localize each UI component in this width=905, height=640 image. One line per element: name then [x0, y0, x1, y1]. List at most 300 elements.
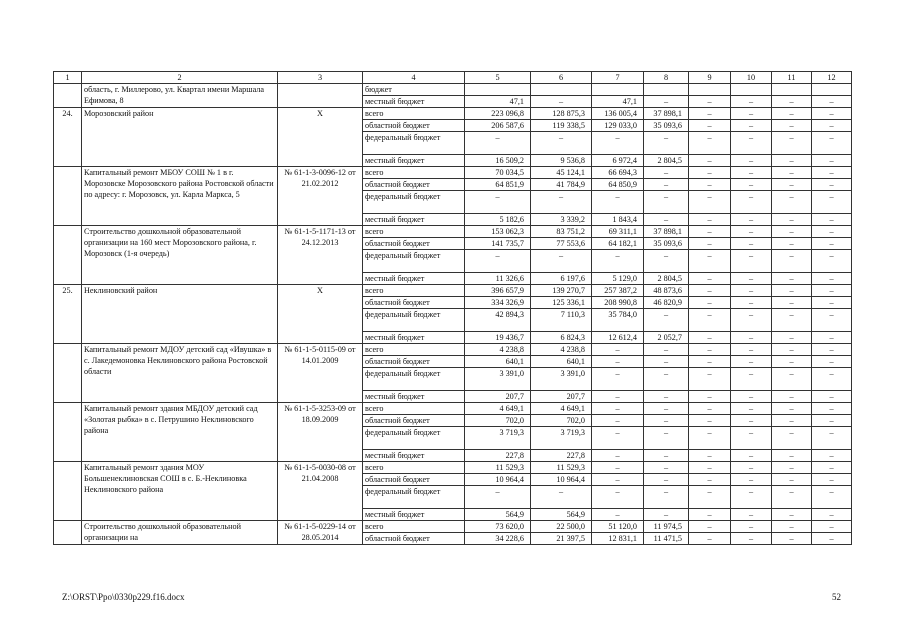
column-header: 9: [689, 72, 731, 84]
amount-cell: –: [465, 191, 531, 214]
object-code: X: [278, 108, 363, 167]
table-row: [54, 226, 852, 238]
funding-source: федеральный бюджет: [363, 191, 465, 214]
funding-source: местный бюджет: [363, 96, 465, 108]
amount-cell: –: [772, 344, 812, 356]
funding-source: областной бюджет: [363, 415, 465, 427]
object-code: № 61-1-5-1171-13 от 24.12.2013: [278, 226, 363, 285]
amount-cell: –: [731, 391, 772, 403]
row-number: [54, 226, 82, 285]
amount-cell: –: [689, 486, 731, 509]
amount-cell: –: [592, 344, 644, 356]
amount-cell: –: [465, 250, 531, 273]
object-name: область, г. Миллерово, ул. Квартал имени Маршала Ефимова, 8: [82, 84, 278, 108]
amount-cell: 77 553,6: [531, 238, 592, 250]
object-code: № 61-1-3-0096-12 от 21.02.2012: [278, 167, 363, 226]
amount-cell: –: [812, 167, 852, 179]
amount-cell: –: [689, 474, 731, 486]
amount-cell: –: [531, 132, 592, 155]
amount-cell: 1 843,4: [592, 214, 644, 226]
amount-cell: –: [812, 486, 852, 509]
amount-cell: –: [772, 273, 812, 285]
amount-cell: –: [812, 344, 852, 356]
funding-source: местный бюджет: [363, 332, 465, 344]
amount-cell: 2 052,7: [644, 332, 689, 344]
amount-cell: 35 093,6: [644, 238, 689, 250]
funding-source: федеральный бюджет: [363, 309, 465, 332]
amount-cell: –: [812, 450, 852, 462]
amount-cell: 37 898,1: [644, 226, 689, 238]
amount-cell: 4 238,8: [531, 344, 592, 356]
amount-cell: –: [689, 509, 731, 521]
table-row: [54, 167, 852, 179]
funding-source: всего: [363, 521, 465, 533]
amount-cell: –: [689, 344, 731, 356]
amount-cell: –: [812, 155, 852, 167]
amount-cell: –: [689, 391, 731, 403]
column-header: 3: [278, 72, 363, 84]
funding-source: всего: [363, 462, 465, 474]
amount-cell: –: [592, 403, 644, 415]
amount-cell: 227,8: [531, 450, 592, 462]
amount-cell: –: [644, 509, 689, 521]
amount-cell: 64 850,9: [592, 179, 644, 191]
amount-cell: 6 824,3: [531, 332, 592, 344]
amount-cell: 19 436,7: [465, 332, 531, 344]
amount-cell: 46 820,9: [644, 297, 689, 309]
amount-cell: –: [772, 238, 812, 250]
amount-cell: –: [772, 179, 812, 191]
amount-cell: –: [812, 108, 852, 120]
amount-cell: –: [592, 250, 644, 273]
amount-cell: –: [731, 344, 772, 356]
amount-cell: –: [731, 214, 772, 226]
funding-source: всего: [363, 108, 465, 120]
amount-cell: 702,0: [531, 415, 592, 427]
amount-cell: –: [731, 462, 772, 474]
funding-source: местный бюджет: [363, 155, 465, 167]
table-row: [54, 403, 852, 415]
amount-cell: 702,0: [465, 415, 531, 427]
funding-source: областной бюджет: [363, 297, 465, 309]
row-number: [54, 462, 82, 521]
amount-cell: –: [644, 415, 689, 427]
amount-cell: 10 964,4: [465, 474, 531, 486]
funding-source: всего: [363, 285, 465, 297]
column-header: 4: [363, 72, 465, 84]
amount-cell: –: [644, 214, 689, 226]
column-header: 6: [531, 72, 592, 84]
object-name: Строительство дошкольной образовательной организации на: [82, 521, 278, 545]
amount-cell: –: [531, 191, 592, 214]
amount-cell: –: [772, 415, 812, 427]
amount-cell: –: [731, 120, 772, 132]
funding-source: областной бюджет: [363, 356, 465, 368]
amount-cell: –: [812, 309, 852, 332]
amount-cell: 83 751,2: [531, 226, 592, 238]
object-name: Морозовский район: [82, 108, 278, 167]
amount-cell: 47,1: [592, 96, 644, 108]
amount-cell: 208 990,8: [592, 297, 644, 309]
column-header: 12: [812, 72, 852, 84]
funding-source: областной бюджет: [363, 120, 465, 132]
amount-cell: 564,9: [465, 509, 531, 521]
amount-cell: –: [689, 214, 731, 226]
amount-cell: –: [772, 250, 812, 273]
amount-cell: –: [812, 226, 852, 238]
amount-cell: 640,1: [531, 356, 592, 368]
row-number: [54, 84, 82, 108]
amount-cell: –: [812, 462, 852, 474]
amount-cell: –: [644, 344, 689, 356]
object-code: X: [278, 285, 363, 344]
amount-cell: –: [689, 415, 731, 427]
amount-cell: –: [812, 179, 852, 191]
amount-cell: –: [644, 450, 689, 462]
amount-cell: [592, 84, 644, 96]
amount-cell: –: [689, 368, 731, 391]
column-header: 2: [82, 72, 278, 84]
amount-cell: 3 719,3: [465, 427, 531, 450]
amount-cell: –: [731, 108, 772, 120]
amount-cell: 11 974,5: [644, 521, 689, 533]
amount-cell: –: [644, 356, 689, 368]
amount-cell: 9 536,8: [531, 155, 592, 167]
amount-cell: –: [644, 167, 689, 179]
amount-cell: 141 735,7: [465, 238, 531, 250]
amount-cell: 35 784,0: [592, 309, 644, 332]
amount-cell: [531, 84, 592, 96]
amount-cell: 11 529,3: [465, 462, 531, 474]
amount-cell: 4 649,1: [465, 403, 531, 415]
amount-cell: –: [731, 368, 772, 391]
amount-cell: –: [689, 108, 731, 120]
amount-cell: –: [772, 167, 812, 179]
budget-table: [53, 71, 852, 545]
amount-cell: –: [812, 403, 852, 415]
amount-cell: –: [812, 273, 852, 285]
amount-cell: 34 228,6: [465, 533, 531, 545]
amount-cell: –: [731, 297, 772, 309]
amount-cell: 4 238,8: [465, 344, 531, 356]
amount-cell: –: [772, 285, 812, 297]
amount-cell: –: [731, 427, 772, 450]
amount-cell: –: [772, 474, 812, 486]
amount-cell: –: [689, 403, 731, 415]
amount-cell: 11 529,3: [531, 462, 592, 474]
amount-cell: –: [731, 238, 772, 250]
amount-cell: –: [772, 533, 812, 545]
amount-cell: –: [772, 450, 812, 462]
amount-cell: –: [592, 391, 644, 403]
amount-cell: –: [689, 238, 731, 250]
amount-cell: 3 391,0: [465, 368, 531, 391]
table-row: [54, 344, 852, 356]
amount-cell: –: [772, 486, 812, 509]
amount-cell: –: [812, 415, 852, 427]
amount-cell: 7 110,3: [531, 309, 592, 332]
amount-cell: 206 587,6: [465, 120, 531, 132]
amount-cell: –: [592, 415, 644, 427]
object-name: Капитальный ремонт МДОУ детский сад «Ивушка» в с. Лакедемоновка Неклиновского района Ростовской области: [82, 344, 278, 403]
amount-cell: –: [731, 533, 772, 545]
amount-cell: –: [731, 474, 772, 486]
amount-cell: –: [731, 415, 772, 427]
row-number: [54, 521, 82, 545]
amount-cell: –: [644, 191, 689, 214]
amount-cell: –: [812, 238, 852, 250]
amount-cell: –: [689, 179, 731, 191]
header-row: [54, 72, 852, 84]
amount-cell: 128 875,3: [531, 108, 592, 120]
amount-cell: –: [772, 427, 812, 450]
amount-cell: 69 311,1: [592, 226, 644, 238]
amount-cell: 45 124,1: [531, 167, 592, 179]
amount-cell: –: [812, 391, 852, 403]
amount-cell: –: [731, 356, 772, 368]
amount-cell: –: [531, 96, 592, 108]
amount-cell: –: [592, 191, 644, 214]
amount-cell: 11 326,6: [465, 273, 531, 285]
amount-cell: –: [689, 356, 731, 368]
amount-cell: –: [812, 509, 852, 521]
amount-cell: 4 649,1: [531, 403, 592, 415]
amount-cell: –: [644, 96, 689, 108]
amount-cell: 129 033,0: [592, 120, 644, 132]
amount-cell: –: [772, 297, 812, 309]
amount-cell: –: [731, 191, 772, 214]
amount-cell: [812, 84, 852, 96]
amount-cell: –: [731, 450, 772, 462]
amount-cell: –: [812, 297, 852, 309]
amount-cell: –: [772, 96, 812, 108]
footer-page-number: 52: [832, 592, 841, 602]
funding-source: федеральный бюджет: [363, 132, 465, 155]
amount-cell: –: [772, 191, 812, 214]
amount-cell: –: [465, 486, 531, 509]
funding-source: федеральный бюджет: [363, 368, 465, 391]
row-number: 24.: [54, 108, 82, 167]
amount-cell: 207,7: [531, 391, 592, 403]
object-name: Капитальный ремонт здания МОУ Большенеклиновская СОШ в с. Б.-Неклиновка Неклиновского района: [82, 462, 278, 521]
amount-cell: –: [812, 96, 852, 108]
amount-cell: –: [812, 214, 852, 226]
amount-cell: 35 093,6: [644, 120, 689, 132]
amount-cell: –: [772, 108, 812, 120]
amount-cell: –: [772, 462, 812, 474]
amount-cell: –: [531, 486, 592, 509]
funding-source: областной бюджет: [363, 474, 465, 486]
amount-cell: –: [689, 167, 731, 179]
amount-cell: 227,8: [465, 450, 531, 462]
funding-source: местный бюджет: [363, 509, 465, 521]
amount-cell: –: [812, 285, 852, 297]
amount-cell: –: [772, 356, 812, 368]
amount-cell: 22 500,0: [531, 521, 592, 533]
funding-source: местный бюджет: [363, 391, 465, 403]
amount-cell: –: [772, 403, 812, 415]
funding-source: местный бюджет: [363, 273, 465, 285]
amount-cell: –: [812, 368, 852, 391]
funding-source: областной бюджет: [363, 179, 465, 191]
amount-cell: –: [592, 462, 644, 474]
object-name: Строительство дошкольной образовательной организации на 160 мест Морозовского района, г. Морозовск (1-я очередь): [82, 226, 278, 285]
column-header: 5: [465, 72, 531, 84]
row-number: [54, 167, 82, 226]
funding-source: всего: [363, 226, 465, 238]
amount-cell: 334 326,9: [465, 297, 531, 309]
amount-cell: 396 657,9: [465, 285, 531, 297]
amount-cell: –: [731, 309, 772, 332]
amount-cell: 119 338,5: [531, 120, 592, 132]
amount-cell: 64 182,1: [592, 238, 644, 250]
amount-cell: –: [592, 450, 644, 462]
funding-source: федеральный бюджет: [363, 486, 465, 509]
table-row: [54, 84, 852, 96]
amount-cell: –: [772, 368, 812, 391]
amount-cell: [689, 84, 731, 96]
amount-cell: –: [689, 191, 731, 214]
amount-cell: –: [689, 427, 731, 450]
amount-cell: –: [689, 226, 731, 238]
column-header: 10: [731, 72, 772, 84]
column-header: 11: [772, 72, 812, 84]
amount-cell: 64 851,9: [465, 179, 531, 191]
amount-cell: –: [644, 179, 689, 191]
amount-cell: 2 804,5: [644, 155, 689, 167]
amount-cell: –: [731, 96, 772, 108]
table-row: [54, 462, 852, 474]
amount-cell: –: [644, 462, 689, 474]
column-header: 1: [54, 72, 82, 84]
amount-cell: [731, 84, 772, 96]
amount-cell: 37 898,1: [644, 108, 689, 120]
amount-cell: –: [689, 96, 731, 108]
table-row: [54, 108, 852, 120]
amount-cell: 5 129,0: [592, 273, 644, 285]
amount-cell: –: [812, 120, 852, 132]
footer-file-path: Z:\ORST\Ppo\0330p229.f16.docx: [62, 592, 185, 602]
amount-cell: [772, 84, 812, 96]
amount-cell: –: [772, 332, 812, 344]
amount-cell: –: [812, 191, 852, 214]
amount-cell: –: [644, 132, 689, 155]
amount-cell: –: [689, 450, 731, 462]
amount-cell: –: [772, 132, 812, 155]
amount-cell: –: [689, 155, 731, 167]
amount-cell: 640,1: [465, 356, 531, 368]
amount-cell: –: [689, 250, 731, 273]
funding-source: местный бюджет: [363, 214, 465, 226]
object-code: № 61-1-5-0030-08 от 21.04.2008: [278, 462, 363, 521]
funding-source: всего: [363, 403, 465, 415]
amount-cell: –: [644, 486, 689, 509]
amount-cell: –: [689, 273, 731, 285]
amount-cell: 257 387,2: [592, 285, 644, 297]
object-name: Капитальный ремонт МБОУ СОШ № 1 в г. Морозовске Морозовского района Ростовской области по адресу: г. Морозовск, ул. Карла Маркса, 5: [82, 167, 278, 226]
amount-cell: 223 096,8: [465, 108, 531, 120]
amount-cell: –: [812, 356, 852, 368]
amount-cell: 16 509,2: [465, 155, 531, 167]
amount-cell: 11 471,5: [644, 533, 689, 545]
amount-cell: [465, 84, 531, 96]
amount-cell: –: [592, 132, 644, 155]
amount-cell: –: [644, 368, 689, 391]
amount-cell: –: [731, 403, 772, 415]
object-name: Неклиновский район: [82, 285, 278, 344]
amount-cell: [644, 84, 689, 96]
amount-cell: –: [592, 368, 644, 391]
amount-cell: –: [772, 226, 812, 238]
amount-cell: –: [731, 179, 772, 191]
amount-cell: –: [772, 214, 812, 226]
row-number: [54, 344, 82, 403]
amount-cell: –: [592, 356, 644, 368]
table-row: [54, 285, 852, 297]
amount-cell: –: [531, 250, 592, 273]
amount-cell: –: [592, 427, 644, 450]
amount-cell: –: [689, 462, 731, 474]
amount-cell: –: [689, 533, 731, 545]
funding-source: бюджет: [363, 84, 465, 96]
row-number: 25.: [54, 285, 82, 344]
amount-cell: –: [644, 427, 689, 450]
amount-cell: –: [465, 132, 531, 155]
amount-cell: 12 831,1: [592, 533, 644, 545]
funding-source: местный бюджет: [363, 450, 465, 462]
amount-cell: 6 197,6: [531, 273, 592, 285]
amount-cell: 2 804,5: [644, 273, 689, 285]
column-header: 7: [592, 72, 644, 84]
amount-cell: 6 972,4: [592, 155, 644, 167]
amount-cell: –: [689, 332, 731, 344]
amount-cell: –: [812, 132, 852, 155]
funding-source: федеральный бюджет: [363, 250, 465, 273]
row-number: [54, 403, 82, 462]
amount-cell: 207,7: [465, 391, 531, 403]
amount-cell: –: [772, 309, 812, 332]
amount-cell: 12 612,4: [592, 332, 644, 344]
amount-cell: –: [644, 250, 689, 273]
amount-cell: –: [812, 521, 852, 533]
amount-cell: –: [731, 332, 772, 344]
amount-cell: –: [689, 297, 731, 309]
amount-cell: –: [644, 309, 689, 332]
amount-cell: –: [731, 273, 772, 285]
amount-cell: –: [731, 226, 772, 238]
amount-cell: 10 964,4: [531, 474, 592, 486]
amount-cell: 5 182,6: [465, 214, 531, 226]
amount-cell: 48 873,6: [644, 285, 689, 297]
amount-cell: –: [689, 285, 731, 297]
object-code: № 61-1-5-0229-14 от 28.05.2014: [278, 521, 363, 545]
object-name: Капитальный ремонт здания МБДОУ детский сад «Золотая рыбка» в с. Петрушино Неклиновского района: [82, 403, 278, 462]
funding-source: всего: [363, 344, 465, 356]
amount-cell: 125 336,1: [531, 297, 592, 309]
amount-cell: 21 397,5: [531, 533, 592, 545]
amount-cell: –: [812, 250, 852, 273]
funding-source: всего: [363, 167, 465, 179]
amount-cell: 41 784,9: [531, 179, 592, 191]
amount-cell: –: [812, 332, 852, 344]
amount-cell: –: [772, 509, 812, 521]
object-code: [278, 84, 363, 108]
funding-source: федеральный бюджет: [363, 427, 465, 450]
amount-cell: –: [772, 391, 812, 403]
amount-cell: 3 719,3: [531, 427, 592, 450]
amount-cell: –: [731, 509, 772, 521]
amount-cell: 136 005,4: [592, 108, 644, 120]
